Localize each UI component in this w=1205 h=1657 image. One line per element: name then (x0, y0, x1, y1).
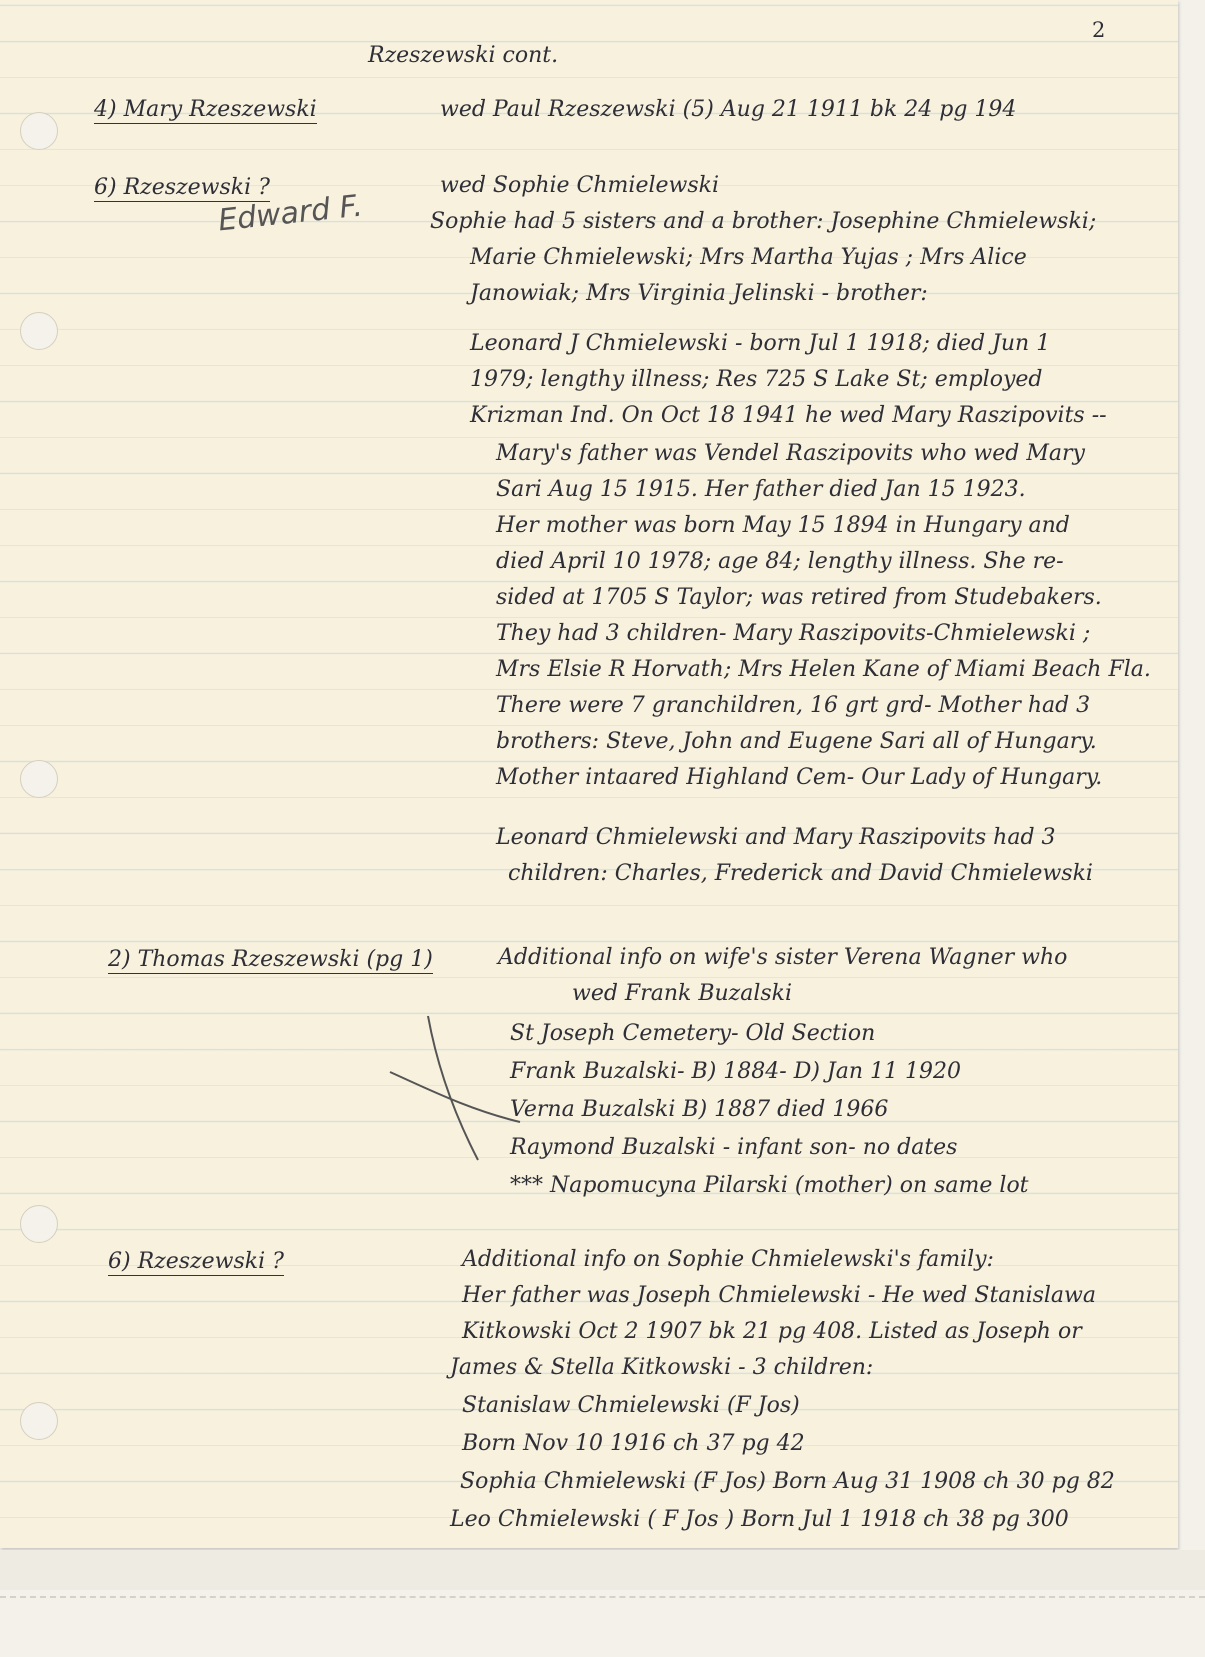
entry-line: Frank Buzalski- B) 1884- D) Jan 11 1920 (510, 1059, 961, 1084)
pencil-annotation: Edward F. (216, 188, 365, 239)
entry-label: 2) Thomas Rzeszewski (pg 1) (108, 947, 433, 972)
entry-line: Stanislaw Chmielewski (F Jos) (462, 1393, 800, 1418)
entry-line: St Joseph Cemetery- Old Section (510, 1021, 876, 1046)
entry-line: Sophia Chmielewski (F Jos) Born Aug 31 1908 ch 30 pg 82 (460, 1469, 1115, 1494)
entry-line: Leo Chmielewski ( F Jos ) Born Jul 1 1918 ch 38 pg 300 (450, 1507, 1069, 1532)
entry-line: *** Napomucyna Pilarski (mother) on same lot (510, 1173, 1029, 1198)
underlying-sheet (0, 1550, 1205, 1590)
entry-line: Verna Buzalski B) 1887 died 1966 (510, 1097, 889, 1122)
entry-line: They had 3 children- Mary Raszipovits-Chmielewski ; (496, 621, 1091, 646)
entry-line: Leonard Chmielewski and Mary Raszipovits had 3 (496, 825, 1056, 850)
entry-line: children: Charles, Frederick and David Chmielewski (508, 861, 1093, 886)
entry-line: Krizman Ind. On Oct 18 1941 he wed Mary Raszipovits -- (470, 403, 1107, 428)
entry-label: 6) Rzeszewski ? (94, 175, 270, 200)
entry-line: brothers: Steve, John and Eugene Sari all of Hungary. (496, 729, 1097, 754)
entry-line: sided at 1705 S Taylor; was retired from Studebakers. (496, 585, 1102, 610)
entry-line: Mary's father was Vendel Raszipovits who wed Mary (496, 441, 1085, 466)
page-header: Rzeszewski cont. (368, 43, 559, 68)
entry-line: Sari Aug 15 1915. Her father died Jan 15 1923. (496, 477, 1026, 502)
entry-line: Mother intaared Highland Cem- Our Lady of Hungary. (496, 765, 1103, 790)
entry-line: Raymond Buzalski - infant son- no dates (510, 1135, 958, 1160)
entry-line: Her mother was born May 15 1894 in Hungary and (496, 513, 1070, 538)
entry-line: died April 10 1978; age 84; lengthy illness. She re- (496, 549, 1064, 574)
entry-label: 4) Mary Rzeszewski (94, 97, 317, 122)
perforation-line (0, 1596, 1205, 1598)
entry-line: Sophie had 5 sisters and a brother: Josephine Chmielewski; (430, 209, 1097, 234)
entry-line: Janowiak; Mrs Virginia Jelinski - brother: (470, 281, 928, 306)
entry-line: There were 7 granchildren, 16 grt grd- Mother had 3 (496, 693, 1091, 718)
entry-line: wed Paul Rzeszewski (5) Aug 21 1911 bk 24 pg 194 (440, 97, 1017, 122)
entry-line: Additional info on wife's sister Verena Wagner who (498, 945, 1068, 970)
entry-line: Additional info on Sophie Chmielewski's family: (462, 1247, 994, 1272)
entry-line: wed Sophie Chmielewski (440, 173, 720, 198)
entry-line: Kitkowski Oct 2 1907 bk 21 pg 408. Listed as Joseph or (462, 1319, 1082, 1344)
entry-line: 1979; lengthy illness; Res 725 S Lake St; employed (470, 367, 1043, 392)
entry-line: Born Nov 10 1916 ch 37 pg 42 (462, 1431, 805, 1456)
entry-line: wed Frank Buzalski (572, 981, 793, 1006)
entry-line: Mrs Elsie R Horvath; Mrs Helen Kane of Miami Beach Fla. (496, 657, 1151, 682)
entry-line: Her father was Joseph Chmielewski - He wed Stanislawa (462, 1283, 1096, 1308)
entry-label: 6) Rzeszewski ? (108, 1249, 284, 1274)
entry-line: James & Stella Kitkowski - 3 children: (450, 1355, 874, 1380)
page-number: 2 (1092, 18, 1106, 42)
entry-line: Leonard J Chmielewski - born Jul 1 1918; died Jun 1 (470, 331, 1051, 356)
entry-line: Marie Chmielewski; Mrs Martha Yujas ; Mrs Alice (470, 245, 1027, 270)
